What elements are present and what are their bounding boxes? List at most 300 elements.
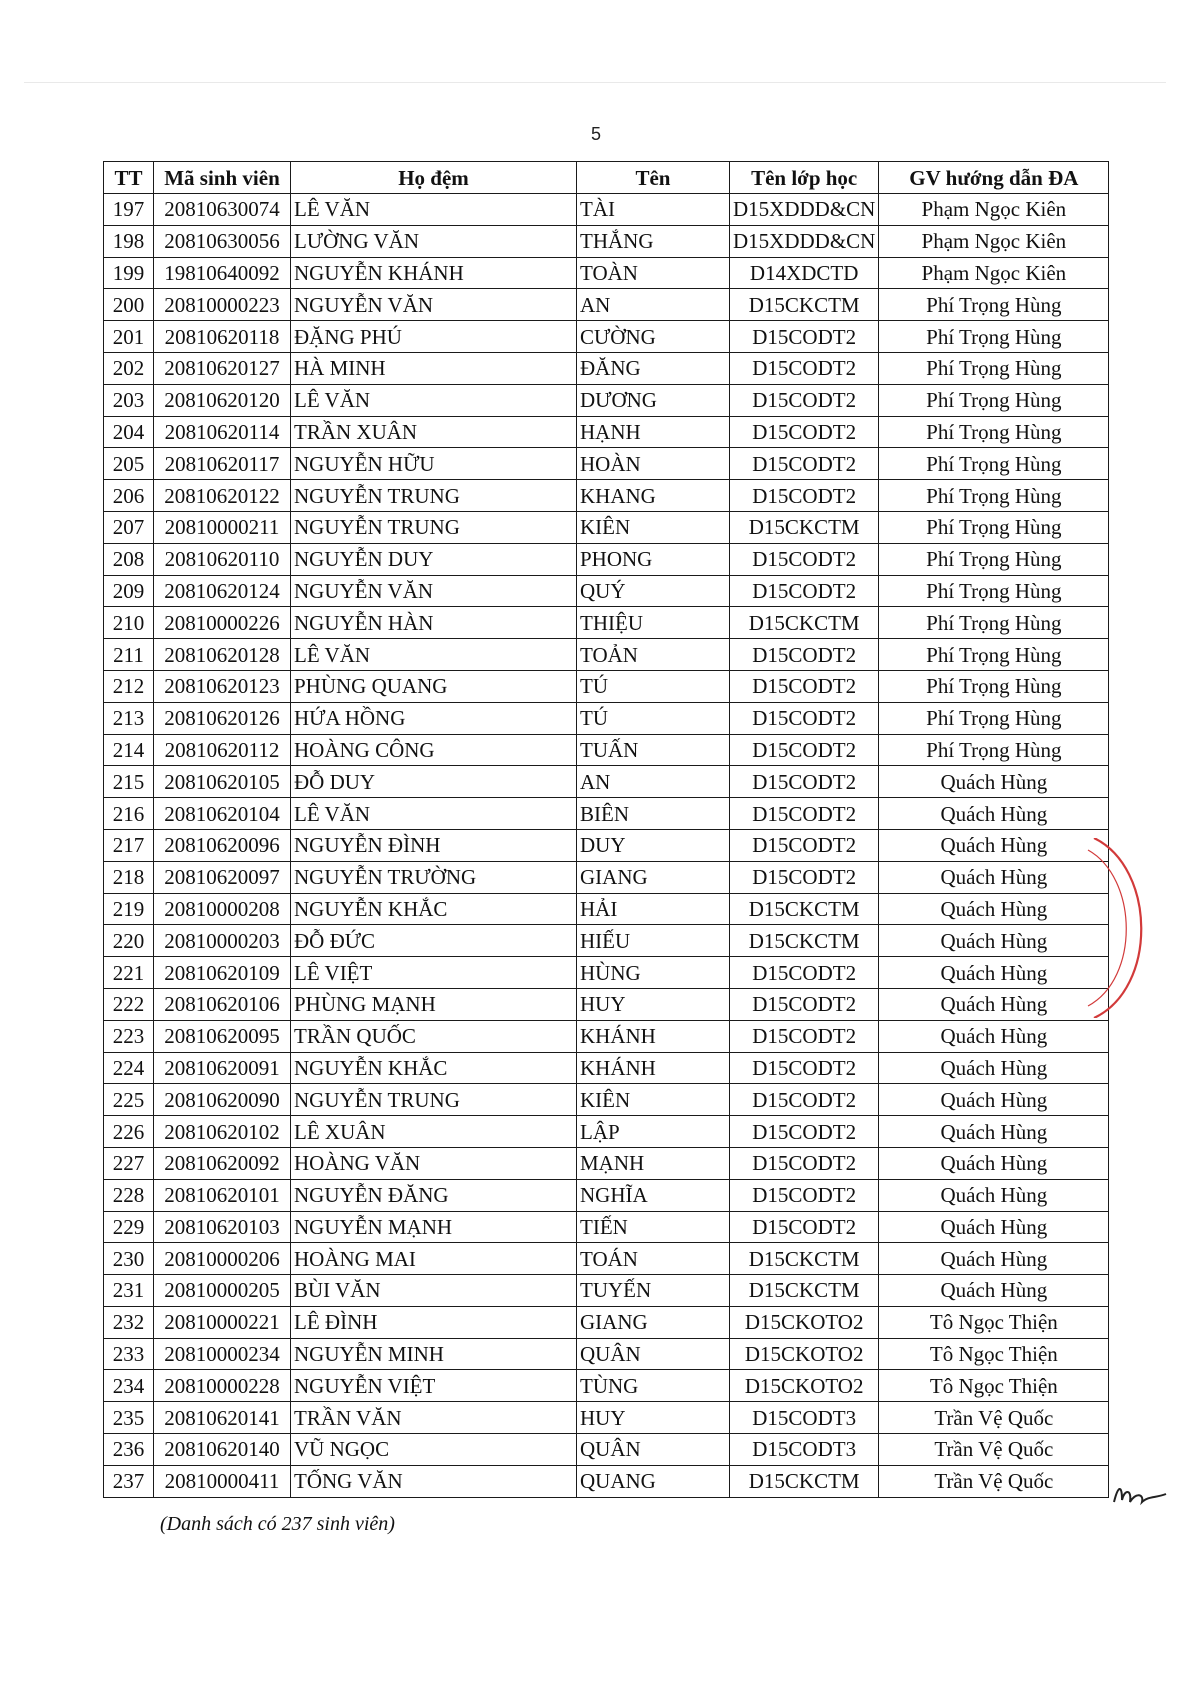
table-row [104, 925, 1109, 957]
cell-student-id: 20810620123 [154, 670, 291, 702]
table-row [104, 734, 1109, 766]
cell-student-id: 19810640092 [154, 257, 291, 289]
cell-class-name: D15CODT2 [730, 798, 879, 830]
cell-class-name: D15CODT2 [730, 1116, 879, 1148]
cell-tt: 214 [104, 734, 154, 766]
cell-tt: 232 [104, 1306, 154, 1338]
cell-student-id: 20810620141 [154, 1402, 291, 1434]
cell-ten: KIÊN [577, 1084, 730, 1116]
cell-ho-dem: NGUYỄN ĐĂNG [291, 1179, 577, 1211]
table-row [104, 194, 1109, 226]
table-row [104, 225, 1109, 257]
cell-tt: 222 [104, 988, 154, 1020]
cell-student-id: 20810620126 [154, 702, 291, 734]
cell-student-id: 20810000223 [154, 289, 291, 321]
cell-ho-dem: TRẦN QUỐC [291, 1020, 577, 1052]
table-row [104, 1434, 1109, 1466]
table-row [104, 639, 1109, 671]
cell-advisor: Quách Hùng [879, 829, 1109, 861]
cell-tt: 237 [104, 1465, 154, 1497]
cell-ho-dem: ĐỖ DUY [291, 766, 577, 798]
cell-ten: THIỆU [577, 607, 730, 639]
cell-ho-dem: LÊ ĐÌNH [291, 1306, 577, 1338]
cell-class-name: D15CODT2 [730, 543, 879, 575]
cell-class-name: D15CKOTO2 [730, 1338, 879, 1370]
table-row [104, 829, 1109, 861]
cell-student-id: 20810620118 [154, 321, 291, 353]
table-row [104, 893, 1109, 925]
cell-tt: 219 [104, 893, 154, 925]
cell-ten: LẬP [577, 1116, 730, 1148]
cell-tt: 234 [104, 1370, 154, 1402]
cell-student-id: 20810620097 [154, 861, 291, 893]
table-row [104, 321, 1109, 353]
cell-student-id: 20810620090 [154, 1084, 291, 1116]
cell-ten: DUY [577, 829, 730, 861]
table-row [104, 702, 1109, 734]
cell-ho-dem: PHÙNG MẠNH [291, 988, 577, 1020]
cell-ho-dem: HOÀNG CÔNG [291, 734, 577, 766]
cell-ten: KHÁNH [577, 1052, 730, 1084]
cell-tt: 212 [104, 670, 154, 702]
cell-advisor: Phí Trọng Hùng [879, 352, 1109, 384]
cell-ten: TOÁN [577, 1243, 730, 1275]
cell-ho-dem: NGUYỄN KHẮC [291, 1052, 577, 1084]
cell-class-name: D15CKCTM [730, 607, 879, 639]
cell-advisor: Quách Hùng [879, 988, 1109, 1020]
cell-ten: AN [577, 289, 730, 321]
table-row [104, 384, 1109, 416]
cell-tt: 233 [104, 1338, 154, 1370]
cell-ho-dem: TỐNG VĂN [291, 1465, 577, 1497]
cell-class-name: D15CODT2 [730, 448, 879, 480]
table-row [104, 1020, 1109, 1052]
cell-tt: 197 [104, 194, 154, 226]
cell-ten: HẢI [577, 893, 730, 925]
cell-ho-dem: PHÙNG QUANG [291, 670, 577, 702]
cell-ho-dem: VŨ NGỌC [291, 1434, 577, 1466]
cell-student-id: 20810620114 [154, 416, 291, 448]
cell-student-id: 20810620122 [154, 480, 291, 512]
cell-ten: GIANG [577, 861, 730, 893]
cell-advisor: Trần Vệ Quốc [879, 1402, 1109, 1434]
cell-ten: QUÝ [577, 575, 730, 607]
cell-advisor: Quách Hùng [879, 957, 1109, 989]
table-row [104, 1179, 1109, 1211]
cell-tt: 209 [104, 575, 154, 607]
cell-class-name: D15CODT2 [730, 1211, 879, 1243]
cell-advisor: Phí Trọng Hùng [879, 321, 1109, 353]
table-header-row [104, 162, 1109, 194]
cell-student-id: 20810620128 [154, 639, 291, 671]
cell-tt: 226 [104, 1116, 154, 1148]
cell-advisor: Phí Trọng Hùng [879, 543, 1109, 575]
cell-student-id: 20810620102 [154, 1116, 291, 1148]
table-row [104, 670, 1109, 702]
cell-ten: HOÀN [577, 448, 730, 480]
cell-advisor: Phí Trọng Hùng [879, 607, 1109, 639]
cell-ho-dem: NGUYỄN VIỆT [291, 1370, 577, 1402]
cell-ten: HẠNH [577, 416, 730, 448]
cell-class-name: D15CODT2 [730, 957, 879, 989]
cell-ten: CƯỜNG [577, 321, 730, 353]
cell-tt: 235 [104, 1402, 154, 1434]
cell-ho-dem: NGUYỄN DUY [291, 543, 577, 575]
cell-ten: QUÂN [577, 1338, 730, 1370]
cell-tt: 236 [104, 1434, 154, 1466]
cell-class-name: D15CKCTM [730, 893, 879, 925]
cell-student-id: 20810620124 [154, 575, 291, 607]
cell-tt: 228 [104, 1179, 154, 1211]
cell-advisor: Quách Hùng [879, 798, 1109, 830]
cell-class-name: D15CODT2 [730, 352, 879, 384]
cell-ten: KIÊN [577, 511, 730, 543]
cell-class-name: D15CKOTO2 [730, 1370, 879, 1402]
cell-tt: 202 [104, 352, 154, 384]
cell-ho-dem: BÙI VĂN [291, 1275, 577, 1307]
table-row [104, 607, 1109, 639]
cell-tt: 206 [104, 480, 154, 512]
cell-ten: HUY [577, 988, 730, 1020]
cell-ten: QUÂN [577, 1434, 730, 1466]
cell-tt: 213 [104, 702, 154, 734]
cell-class-name: D15CODT2 [730, 575, 879, 607]
cell-ho-dem: ĐỖ ĐỨC [291, 925, 577, 957]
cell-class-name: D15CODT2 [730, 384, 879, 416]
table-row [104, 861, 1109, 893]
cell-class-name: D15CODT2 [730, 829, 879, 861]
cell-ho-dem: NGUYỄN MINH [291, 1338, 577, 1370]
cell-ho-dem: LÊ VĂN [291, 639, 577, 671]
cell-ho-dem: NGUYỄN HỮU [291, 448, 577, 480]
table-row [104, 416, 1109, 448]
cell-tt: 216 [104, 798, 154, 830]
cell-student-id: 20810000226 [154, 607, 291, 639]
cell-advisor: Quách Hùng [879, 1179, 1109, 1211]
cell-advisor: Phí Trọng Hùng [879, 670, 1109, 702]
cell-student-id: 20810000234 [154, 1338, 291, 1370]
handwritten-initials [1110, 1480, 1170, 1510]
cell-advisor: Phạm Ngọc Kiên [879, 194, 1109, 226]
cell-tt: 203 [104, 384, 154, 416]
cell-class-name: D15CKCTM [730, 1275, 879, 1307]
cell-ten: QUANG [577, 1465, 730, 1497]
cell-student-id: 20810000206 [154, 1243, 291, 1275]
cell-advisor: Quách Hùng [879, 1020, 1109, 1052]
cell-advisor: Phạm Ngọc Kiên [879, 257, 1109, 289]
cell-ten: TÚ [577, 670, 730, 702]
cell-ho-dem: NGUYỄN ĐÌNH [291, 829, 577, 861]
table-row [104, 957, 1109, 989]
page-number: 5 [590, 124, 601, 144]
cell-student-id: 20810620103 [154, 1211, 291, 1243]
header-tt: TT [104, 162, 154, 194]
table-row [104, 511, 1109, 543]
cell-ho-dem: NGUYỄN VĂN [291, 575, 577, 607]
cell-advisor: Quách Hùng [879, 861, 1109, 893]
cell-class-name: D15CODT2 [730, 861, 879, 893]
table-row [104, 352, 1109, 384]
table-row [104, 988, 1109, 1020]
header-ten: Tên [577, 162, 730, 194]
cell-class-name: D15CODT2 [730, 1020, 879, 1052]
cell-advisor: Trần Vệ Quốc [879, 1434, 1109, 1466]
cell-ten: BIÊN [577, 798, 730, 830]
cell-tt: 229 [104, 1211, 154, 1243]
cell-advisor: Tô Ngọc Thiện [879, 1306, 1109, 1338]
table-row [104, 1243, 1109, 1275]
cell-class-name: D15CKOTO2 [730, 1306, 879, 1338]
cell-student-id: 20810620096 [154, 829, 291, 861]
cell-ten: GIANG [577, 1306, 730, 1338]
table-row [104, 289, 1109, 321]
cell-student-id: 20810620120 [154, 384, 291, 416]
cell-student-id: 20810620112 [154, 734, 291, 766]
cell-advisor: Tô Ngọc Thiện [879, 1370, 1109, 1402]
cell-tt: 221 [104, 957, 154, 989]
cell-class-name: D15CODT2 [730, 416, 879, 448]
cell-ho-dem: LÊ VIỆT [291, 957, 577, 989]
cell-student-id: 20810000411 [154, 1465, 291, 1497]
cell-ten: THẮNG [577, 225, 730, 257]
cell-ho-dem: LÊ VĂN [291, 384, 577, 416]
cell-student-id: 20810000211 [154, 511, 291, 543]
cell-ten: ĐĂNG [577, 352, 730, 384]
cell-student-id: 20810000205 [154, 1275, 291, 1307]
cell-class-name: D15CKCTM [730, 1465, 879, 1497]
cell-class-name: D15CODT2 [730, 480, 879, 512]
cell-tt: 211 [104, 639, 154, 671]
cell-ten: HUY [577, 1402, 730, 1434]
cell-tt: 230 [104, 1243, 154, 1275]
cell-tt: 208 [104, 543, 154, 575]
table-row [104, 480, 1109, 512]
cell-ten: TOẢN [577, 639, 730, 671]
cell-class-name: D15CODT2 [730, 702, 879, 734]
cell-ho-dem: NGUYỄN TRUNG [291, 511, 577, 543]
cell-student-id: 20810620092 [154, 1147, 291, 1179]
cell-advisor: Phí Trọng Hùng [879, 511, 1109, 543]
cell-advisor: Quách Hùng [879, 1052, 1109, 1084]
cell-ten: DƯƠNG [577, 384, 730, 416]
cell-ho-dem: HÀ MINH [291, 352, 577, 384]
cell-ten: HIẾU [577, 925, 730, 957]
cell-student-id: 20810620101 [154, 1179, 291, 1211]
table-body [104, 194, 1109, 1498]
cell-student-id: 20810000203 [154, 925, 291, 957]
cell-class-name: D15CODT2 [730, 734, 879, 766]
cell-tt: 204 [104, 416, 154, 448]
cell-ten: MẠNH [577, 1147, 730, 1179]
table-row [104, 257, 1109, 289]
table-row [104, 1275, 1109, 1307]
cell-class-name: D15CODT2 [730, 988, 879, 1020]
table-row [104, 448, 1109, 480]
cell-tt: 205 [104, 448, 154, 480]
cell-ten: TOÀN [577, 257, 730, 289]
table-row [104, 1465, 1109, 1497]
header-ho-dem: Họ đệm [291, 162, 577, 194]
cell-student-id: 20810620105 [154, 766, 291, 798]
cell-advisor: Tô Ngọc Thiện [879, 1338, 1109, 1370]
cell-tt: 220 [104, 925, 154, 957]
cell-student-id: 20810000208 [154, 893, 291, 925]
cell-class-name: D15CODT2 [730, 766, 879, 798]
cell-tt: 215 [104, 766, 154, 798]
cell-advisor: Phí Trọng Hùng [879, 575, 1109, 607]
header-student-id: Mã sinh viên [154, 162, 291, 194]
cell-advisor: Quách Hùng [879, 766, 1109, 798]
cell-tt: 200 [104, 289, 154, 321]
cell-class-name: D15CODT2 [730, 670, 879, 702]
cell-ho-dem: NGUYỄN VĂN [291, 289, 577, 321]
cell-student-id: 20810000221 [154, 1306, 291, 1338]
cell-ten: AN [577, 766, 730, 798]
cell-ho-dem: NGUYỄN HÀN [291, 607, 577, 639]
cell-ten: TÙNG [577, 1370, 730, 1402]
cell-ten: HÙNG [577, 957, 730, 989]
table-row [104, 766, 1109, 798]
cell-advisor: Quách Hùng [879, 1147, 1109, 1179]
table-row [104, 1338, 1109, 1370]
table-row [104, 1147, 1109, 1179]
cell-ten: TÚ [577, 702, 730, 734]
table-row [104, 543, 1109, 575]
cell-ho-dem: NGUYỄN TRUNG [291, 1084, 577, 1116]
table-row [104, 1052, 1109, 1084]
cell-ten: TÀI [577, 194, 730, 226]
cell-advisor: Phí Trọng Hùng [879, 734, 1109, 766]
cell-advisor: Quách Hùng [879, 1243, 1109, 1275]
cell-class-name: D15CODT2 [730, 1179, 879, 1211]
cell-ho-dem: HOÀNG MAI [291, 1243, 577, 1275]
cell-student-id: 20810000228 [154, 1370, 291, 1402]
cell-tt: 201 [104, 321, 154, 353]
footnote: (Danh sách có 237 sinh viên) [160, 1513, 395, 1535]
red-seal-stamp [1086, 838, 1192, 1018]
cell-ho-dem: ĐẶNG PHÚ [291, 321, 577, 353]
cell-ho-dem: TRẦN VĂN [291, 1402, 577, 1434]
cell-student-id: 20810620104 [154, 798, 291, 830]
cell-class-name: D15CODT3 [730, 1402, 879, 1434]
cell-ho-dem: NGUYỄN KHẮC [291, 893, 577, 925]
cell-ten: KHANG [577, 480, 730, 512]
cell-class-name: D15CODT2 [730, 639, 879, 671]
cell-tt: 198 [104, 225, 154, 257]
cell-ten: NGHĨA [577, 1179, 730, 1211]
table-row [104, 1370, 1109, 1402]
cell-advisor: Quách Hùng [879, 1275, 1109, 1307]
table-row [104, 1402, 1109, 1434]
cell-tt: 217 [104, 829, 154, 861]
cell-student-id: 20810620127 [154, 352, 291, 384]
header-advisor: GV hướng dẫn ĐA [879, 162, 1109, 194]
cell-class-name: D15CODT2 [730, 1147, 879, 1179]
table-row [104, 1116, 1109, 1148]
header-class-name: Tên lớp học [730, 162, 879, 194]
cell-class-name: D14XDCTD [730, 257, 879, 289]
cell-student-id: 20810630056 [154, 225, 291, 257]
cell-class-name: D15CODT3 [730, 1434, 879, 1466]
cell-student-id: 20810630074 [154, 194, 291, 226]
cell-ten: KHÁNH [577, 1020, 730, 1052]
cell-advisor: Phí Trọng Hùng [879, 384, 1109, 416]
cell-ho-dem: TRẦN XUÂN [291, 416, 577, 448]
cell-class-name: D15CODT2 [730, 1052, 879, 1084]
cell-student-id: 20810620117 [154, 448, 291, 480]
cell-student-id: 20810620140 [154, 1434, 291, 1466]
cell-tt: 231 [104, 1275, 154, 1307]
cell-ho-dem: HOÀNG VĂN [291, 1147, 577, 1179]
cell-student-id: 20810620106 [154, 988, 291, 1020]
cell-advisor: Quách Hùng [879, 1084, 1109, 1116]
cell-advisor: Phí Trọng Hùng [879, 702, 1109, 734]
cell-tt: 223 [104, 1020, 154, 1052]
cell-student-id: 20810620091 [154, 1052, 291, 1084]
cell-ho-dem: LÊ VĂN [291, 798, 577, 830]
cell-class-name: D15XDDD&CN [730, 194, 879, 226]
cell-advisor: Quách Hùng [879, 925, 1109, 957]
cell-ho-dem: LÊ XUÂN [291, 1116, 577, 1148]
cell-advisor: Phí Trọng Hùng [879, 448, 1109, 480]
table-row [104, 1084, 1109, 1116]
cell-ho-dem: NGUYỄN TRUNG [291, 480, 577, 512]
cell-tt: 225 [104, 1084, 154, 1116]
cell-advisor: Phí Trọng Hùng [879, 480, 1109, 512]
cell-tt: 218 [104, 861, 154, 893]
cell-ho-dem: HỨA HỒNG [291, 702, 577, 734]
cell-class-name: D15CKCTM [730, 511, 879, 543]
cell-ho-dem: LÊ VĂN [291, 194, 577, 226]
table-row [104, 1306, 1109, 1338]
cell-ho-dem: NGUYỄN TRƯỜNG [291, 861, 577, 893]
cell-ho-dem: NGUYỄN MẠNH [291, 1211, 577, 1243]
cell-student-id: 20810620095 [154, 1020, 291, 1052]
cell-class-name: D15CODT2 [730, 321, 879, 353]
cell-advisor: Quách Hùng [879, 893, 1109, 925]
cell-tt: 224 [104, 1052, 154, 1084]
cell-student-id: 20810620109 [154, 957, 291, 989]
cell-student-id: 20810620110 [154, 543, 291, 575]
cell-advisor: Phạm Ngọc Kiên [879, 225, 1109, 257]
cell-advisor: Phí Trọng Hùng [879, 289, 1109, 321]
cell-ten: PHONG [577, 543, 730, 575]
cell-ho-dem: LƯỜNG VĂN [291, 225, 577, 257]
table-row [104, 575, 1109, 607]
table-row [104, 798, 1109, 830]
cell-ten: TIẾN [577, 1211, 730, 1243]
cell-tt: 210 [104, 607, 154, 639]
student-roster-table [103, 161, 1109, 1498]
cell-class-name: D15CKCTM [730, 289, 879, 321]
cell-class-name: D15CKCTM [730, 1243, 879, 1275]
cell-advisor: Phí Trọng Hùng [879, 639, 1109, 671]
cell-advisor: Quách Hùng [879, 1211, 1109, 1243]
cell-tt: 227 [104, 1147, 154, 1179]
cell-class-name: D15XDDD&CN [730, 225, 879, 257]
cell-class-name: D15CODT2 [730, 1084, 879, 1116]
table-row [104, 1211, 1109, 1243]
cell-ten: TUYẾN [577, 1275, 730, 1307]
cell-ten: TUẤN [577, 734, 730, 766]
cell-advisor: Quách Hùng [879, 1116, 1109, 1148]
cell-class-name: D15CKCTM [730, 925, 879, 957]
cell-advisor: Trần Vệ Quốc [879, 1465, 1109, 1497]
cell-ho-dem: NGUYỄN KHÁNH [291, 257, 577, 289]
cell-advisor: Phí Trọng Hùng [879, 416, 1109, 448]
cell-tt: 199 [104, 257, 154, 289]
cell-tt: 207 [104, 511, 154, 543]
